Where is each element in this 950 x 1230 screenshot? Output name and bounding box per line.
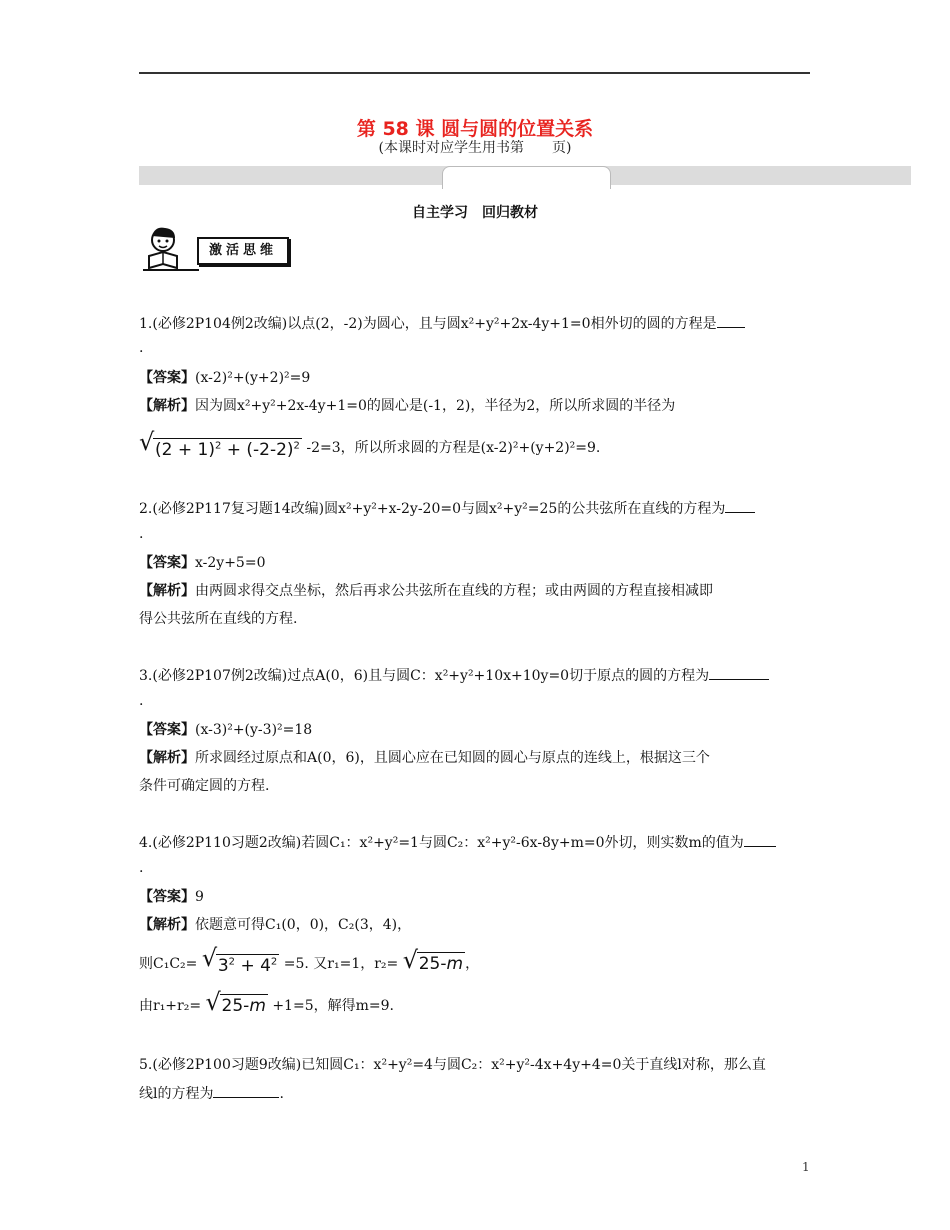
reading-student-icon [139, 226, 201, 272]
answer-1-text: (x-2)²+(y+2)²=9 [195, 370, 311, 386]
analysis-1-line2: -2=3，所以所求圆的方程是(x-2)²+(y+2)²=9. [306, 439, 601, 456]
answer-label: 【答案】 [139, 722, 195, 738]
question-5-line2: 线l的方程为 . [139, 1083, 811, 1104]
analysis-label: 【解析】 [139, 398, 195, 414]
analysis-label: 【解析】 [139, 917, 195, 933]
analysis-label: 【解析】 [139, 750, 195, 766]
answer-blank [213, 1083, 279, 1098]
analysis-1-line1: 因为圆x²+y²+2x-4y+1=0的圆心是(-1，2)，半径为2，所以所求圆的半径为 [195, 398, 676, 414]
question-3 [139, 665, 811, 686]
sqrt-formula: √ $(2 + 1)^2 + (-2-2)^2$ [139, 428, 300, 460]
analysis-4-l2b: =5. 又r₁=1，r₂= [283, 955, 399, 972]
analysis-4-line2 [139, 944, 811, 976]
question-5-line2-text: 线l的方程为 [139, 1086, 214, 1102]
answer-4-text: 9 [195, 889, 204, 905]
analysis-3-line2: 条件可确定圆的方程. [139, 778, 270, 794]
lesson-subtitle: (本课时对应学生用书第 页) [378, 140, 572, 156]
answer-2 [139, 553, 811, 573]
answer-3-text: (x-3)²+(y-3)²=18 [195, 722, 313, 738]
analysis-1-formula [139, 428, 811, 460]
analysis-2-line1: 由两圆求得交点坐标，然后再求公共弦所在直线的方程；或由两圆的方程直接相减即 [195, 583, 713, 599]
question-2 [139, 498, 811, 519]
analysis-label: 【解析】 [139, 583, 195, 599]
blank-period: . [139, 860, 144, 876]
answer-blank [725, 498, 755, 513]
top-rule [139, 72, 810, 74]
badge-label: 激活思维 [197, 237, 289, 265]
question-1-text: 1.(必修2P104例2改编)以点(2，-2)为圆心，且与圆x²+y²+2x-4y+1=0相外切的圆的方程是 [139, 316, 717, 332]
answer-label: 【答案】 [139, 889, 195, 905]
blank-period: . [139, 693, 144, 709]
section-heading: 自主学习 回归教材 [412, 205, 538, 221]
analysis-2-line2: 得公共弦所在直线的方程. [139, 611, 298, 627]
sqrt-formula: √ 25-m [402, 945, 464, 974]
answer-blank [717, 313, 745, 328]
page-number: 1 [802, 1160, 810, 1174]
analysis-4-l2a: 则C₁C₂= [139, 955, 198, 972]
analysis-4-line1: 依题意可得C₁(0，0)，C₂(3，4)， [195, 917, 412, 933]
analysis-4-l3a: 由r₁+r₂= [139, 998, 202, 1014]
sqrt-formula: √ 25-m [205, 988, 266, 1016]
answer-label: 【答案】 [139, 370, 195, 386]
blank-period: . [139, 340, 144, 356]
blank-period: . [139, 526, 144, 542]
analysis-3-line1: 所求圆经过原点和A(0，6)，且圆心应在已知圆的圆心与原点的连线上，根据这三个 [195, 750, 710, 766]
analysis-1 [139, 396, 811, 416]
analysis-2 [139, 581, 811, 601]
question-4 [139, 832, 811, 853]
analysis-4-l3b: +1=5，解得m=9. [272, 998, 394, 1014]
answer-label: 【答案】 [139, 555, 195, 571]
question-4-text: 4.(必修2P110习题2改编)若圆C₁：x²+y²=1与圆C₂：x²+y²-6x-8y+m=0外切，则实数m的值为 [139, 835, 744, 851]
answer-3 [139, 720, 811, 740]
analysis-3 [139, 748, 811, 768]
question-2-text: 2.(必修2P117复习题14改编)圆x²+y²+x-2y-20=0与圆x²+y²=25的公共弦所在直线的方程为 [139, 501, 726, 517]
question-3-text: 3.(必修2P107例2改编)过点A(0，6)且与圆C：x²+y²+10x+10y=0切于原点的圆的方程为 [139, 668, 710, 684]
answer-2-text: x-2y+5=0 [195, 555, 266, 571]
question-1 [139, 313, 811, 334]
answer-1 [139, 368, 811, 388]
lesson-title: 第 58 课 圆与圆的位置关系 [356, 118, 594, 140]
answer-4 [139, 887, 811, 907]
sqrt-formula: √ $3^2 + 4^2$ [201, 944, 278, 976]
header-tab [442, 166, 611, 189]
question-5-line1: 5.(必修2P100习题9改编)已知圆C₁：x²+y²=4与圆C₂：x²+y²-4x+4y+4=0关于直线l对称，那么直 [139, 1057, 766, 1073]
analysis-4-l2c: ， [465, 955, 480, 972]
answer-blank [709, 665, 769, 680]
analysis-4 [139, 915, 811, 935]
analysis-4-line3 [139, 988, 811, 1016]
badge [139, 226, 289, 272]
answer-blank [744, 832, 776, 847]
